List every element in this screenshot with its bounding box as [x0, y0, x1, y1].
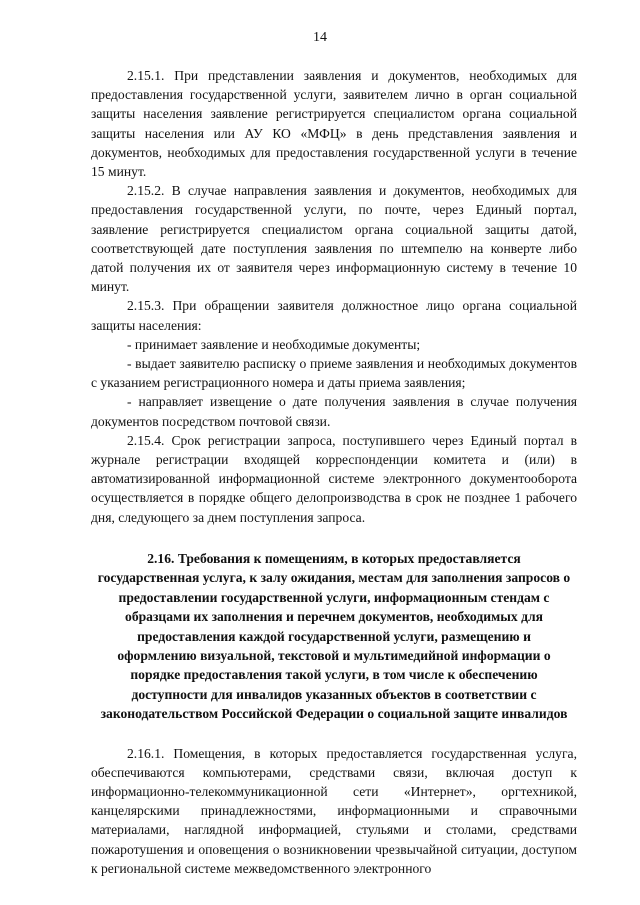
paragraph-2-16-1: 2.16.1. Помещения, в которых предоставляется государственная услуга, обеспечиваются компьютерами, средствами связи, включая доступ к информационно-телекоммуникационной сети «Интернет», оргтехникой, канцелярскими принадлежностями, информационными и справочными материалами, наглядной информацией, стульями и столами, средствами пожаротушения и оповещения о возникновении чрезвычайной ситуации, доступом к региональной системе межведомственного электронного [91, 745, 577, 876]
list-item-receipt: - выдает заявителю расписку о приеме заявления и необходимых документов с указанием регистрационного номера и даты приема заявления; [91, 356, 577, 391]
list-item-accept: - принимает заявление и необходимые документы; [127, 336, 421, 352]
paragraph-2-15-2: 2.15.2. В случае направления заявления и документов, необходимых для предоставления государственной услуги, по почте, через Единый портал, заявление регистрируется специалистом органа социальной защиты датой, соответствующей дате поступления заявления по штемпелю на конверте либо датой получения их от заявителя через информационную систему в течение 10 минут. [91, 183, 577, 295]
section-heading-2-16: 2.16. Требования к помещениям, в которых предоставляется государственная услуга, к залу ожидания, местам для заполнения запросов о предоставлении государственной услуги, информационным стендам с образцами их заполнения и перечнем документов, необходимых для предоставления каждой государственной услуги, размещению и оформлению визуальной, текстовой и мультимедийной информации о порядке предоставления такой услуги, в том числе к обеспечению доступности для инвалидов указанных объектов в соответствии с законодательством Российской Федерации о социальной защите инвалидов [97, 550, 571, 722]
document-body [91, 66, 577, 878]
page-number: 14 [313, 30, 327, 45]
paragraph-2-15-3: 2.15.3. При обращении заявителя должностное лицо органа социальной защиты населения: [91, 298, 577, 333]
list-item-notice: - направляет извещение о дате получения заявления в случае получения документов посредством почтовой связи. [91, 394, 577, 429]
paragraph-2-15-4: 2.15.4. Срок регистрации запроса, поступившего через Единый портал в журнале регистрации входящей корреспонденции комитета и (или) в автоматизированной информационной системе электронного документооборота осуществляется в порядке общего делопроизводства в срок не позднее 1 рабочего дня, следующего за днем поступления запроса. [91, 432, 577, 525]
paragraph-2-15-1: 2.15.1. При представлении заявления и документов, необходимых для предоставления государственной услуги, заявителем лично в орган социальной защиты населения заявление регистрируется специалистом органа социальной защиты населения или АУ КО «МФЦ» в день представления заявления и документов, необходимых для предоставления государственной услуги в течение 15 минут. [91, 68, 577, 180]
